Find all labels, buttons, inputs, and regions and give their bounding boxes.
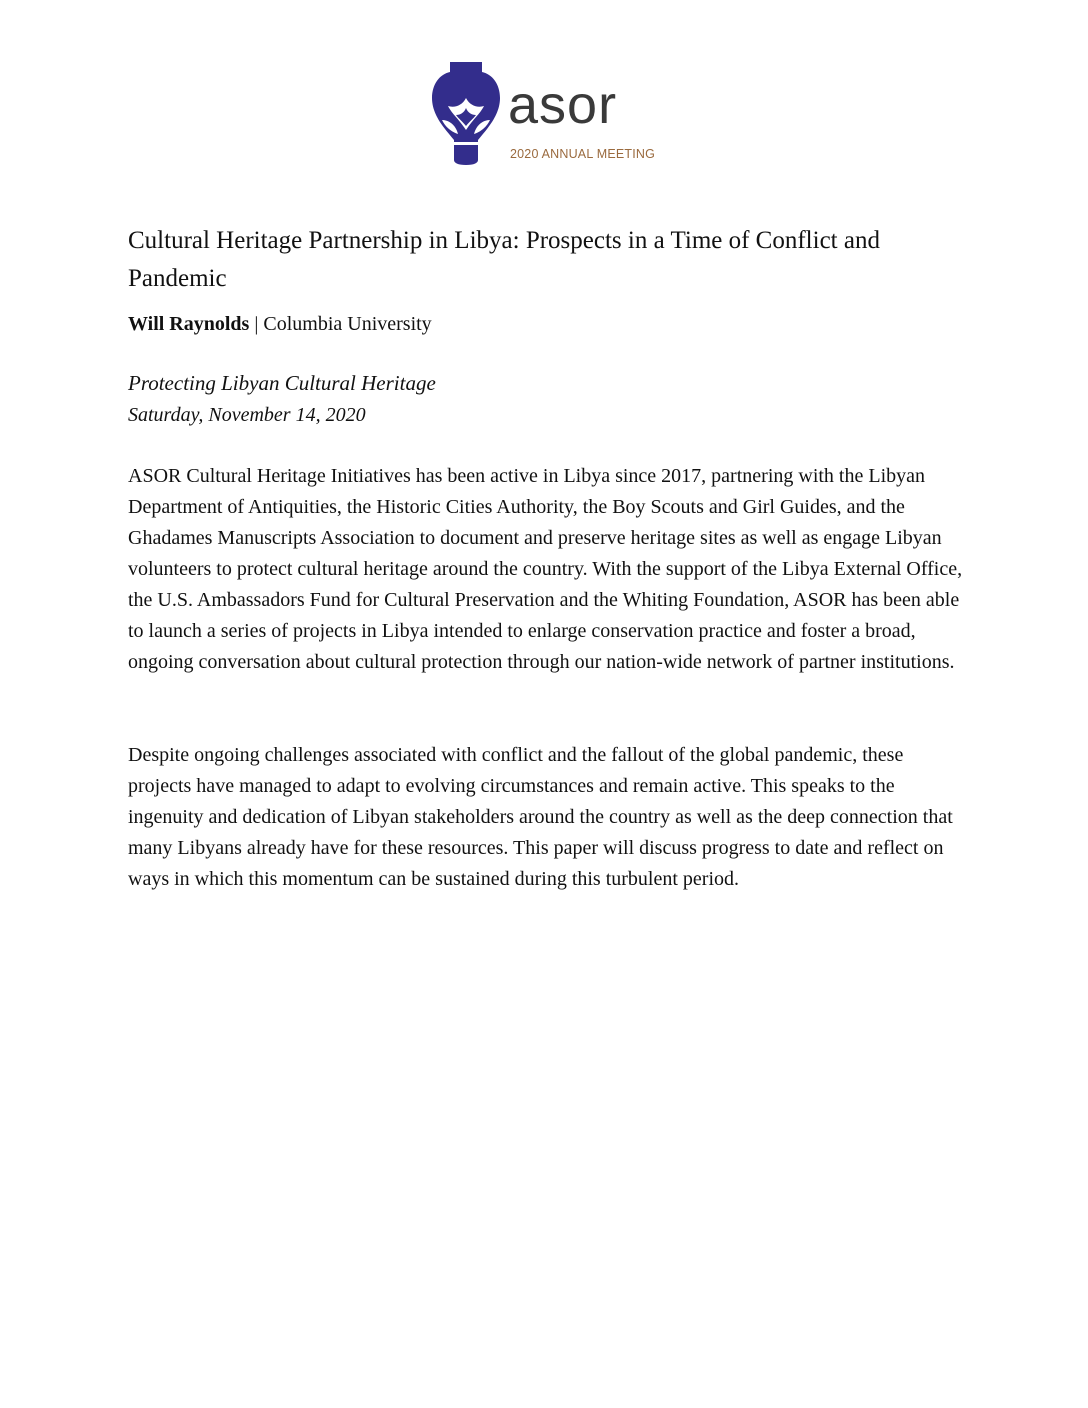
vessel-icon: [428, 58, 504, 168]
author-name: Will Raynolds: [128, 313, 250, 335]
session-date: Saturday, November 14, 2020: [128, 404, 366, 426]
abstract-paragraph: Despite ongoing challenges associated with conflict and the fallout of the global pandemic, these projects have managed to adapt to evolving circumstances and remain active. This speaks to the ingenuity and dedication of Libyan stakeholders around the country as well as the deep connection that many Libyans already have for these resources. This paper will discuss progress to date and reflect on ways in which this momentum can be sustained during this turbulent period.: [128, 744, 953, 890]
byline: [128, 309, 432, 339]
asor-logo: [428, 58, 668, 178]
session-name: Protecting Libyan Cultural Heritage: [128, 371, 436, 395]
document-title: Cultural Heritage Partnership in Libya: Prospects in a Time of Conflict and Pandemic: [128, 227, 880, 292]
abstract-paragraph: ASOR Cultural Heritage Initiatives has been active in Libya since 2017, partnering with the Libyan Department of Antiquities, the Historic Cities Authority, the Boy Scouts and Girl Guides, and the Ghadames Manuscripts Association to document and preserve heritage sites as well as engage Libyan volunteers to protect cultural heritage around the country. With the support of the Libya External Office, the U.S. Ambassadors Fund for Cultural Preservation and the Whiting Foundation, ASOR has been able to launch a series of projects in Libya intended to enlarge conservation practice and foster a broad, ongoing conversation about cultural protection through our nation-wide network of partner institutions.: [128, 465, 963, 673]
logo-wordmark: asor: [508, 75, 618, 135]
author-affiliation: Columbia University: [263, 313, 432, 335]
logo-subtitle: 2020 ANNUAL MEETING: [510, 147, 656, 161]
byline-separator: |: [249, 313, 264, 335]
